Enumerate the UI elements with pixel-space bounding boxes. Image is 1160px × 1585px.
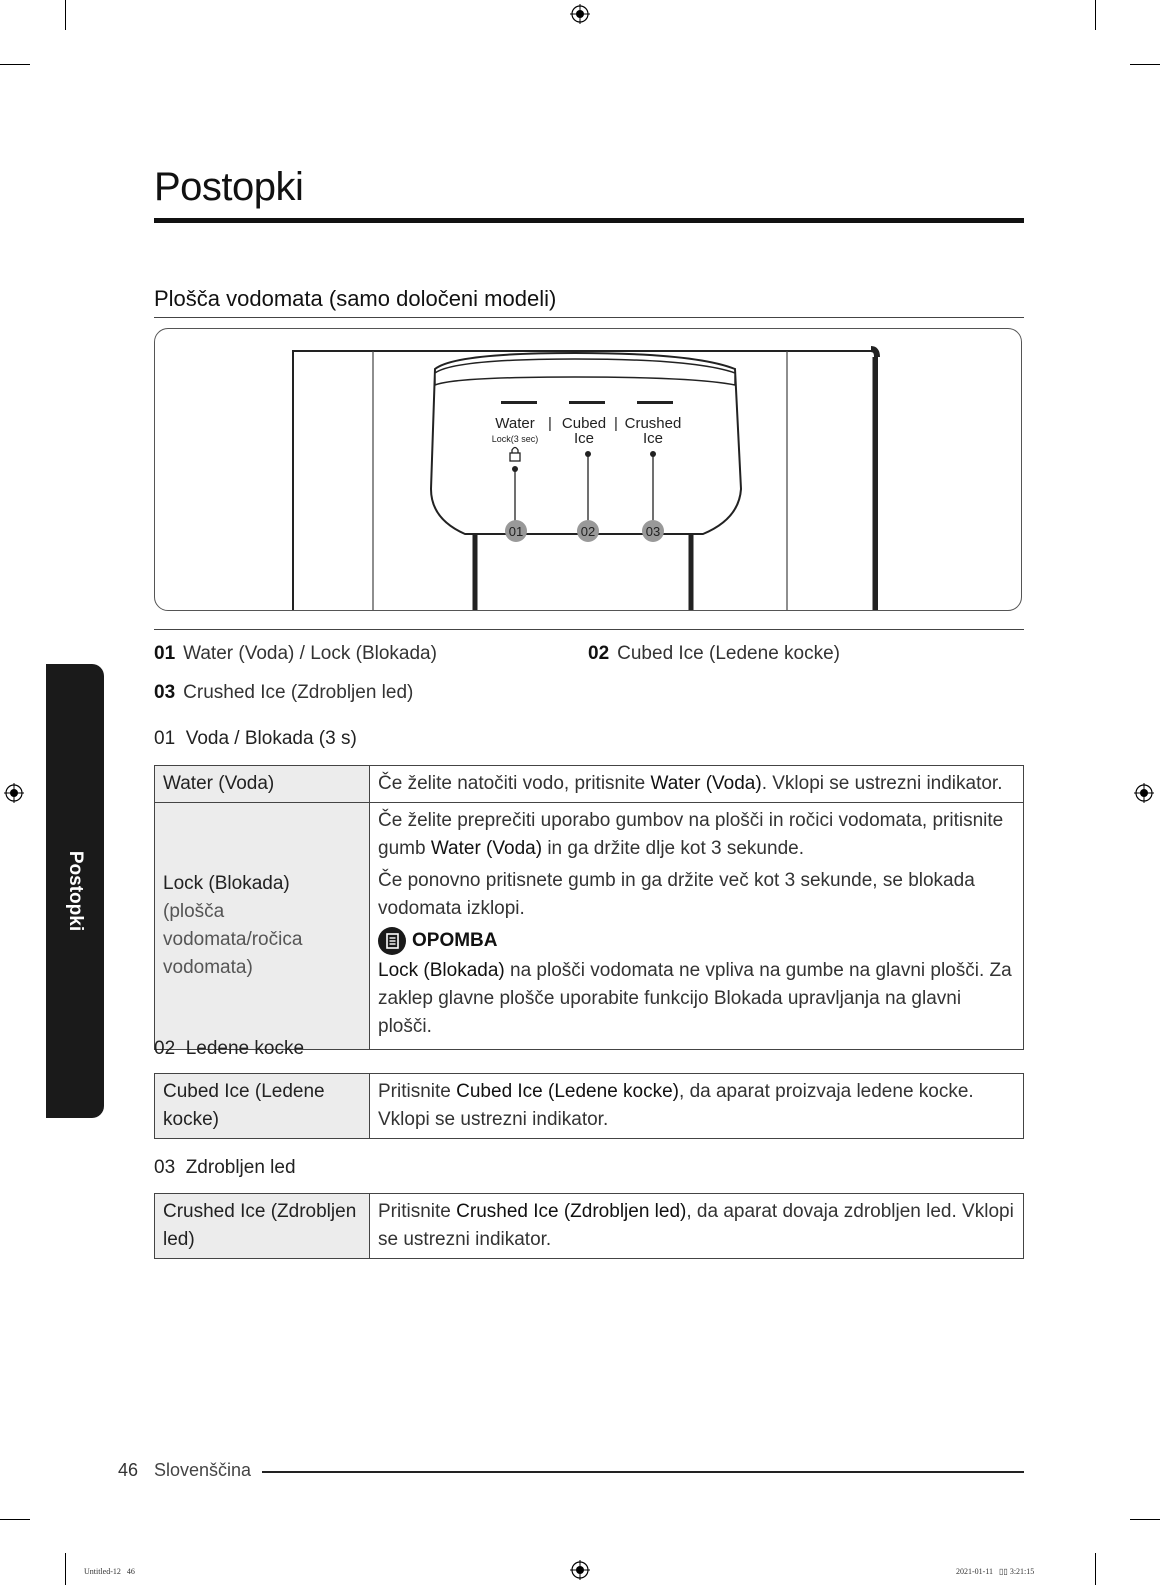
note-icon [378,927,406,955]
cubed-button-sub: Ice [573,430,595,447]
crushed-button-label: Crushed [624,415,682,432]
highlight: Water (Voda) [650,773,762,794]
text: . Vklopi se ustrezni indikator. [761,773,1003,794]
row-label [155,803,370,1050]
lock-label-sub: (plošča vodomata/ročica vodomata) [163,901,303,978]
crushed-ice-table [154,1193,1024,1259]
highlight: Lock (Blokada) [378,960,505,981]
cubed-ice-table [154,1073,1024,1139]
highlight: Crushed Ice (Zdrobljen led) [456,1201,687,1222]
table-row [155,766,1024,803]
text: in ga držite dlje kot 3 sekunde. [542,838,804,859]
section-rule [154,317,1024,318]
legend-text: Crushed Ice (Zdrobljen led) [183,682,414,703]
legend-item [154,682,413,704]
text: , da aparat dovaja zdrobljen led. Vklopi se ustrezni indikator. [378,1201,1014,1250]
subsection-heading: 03 Zdrobljen led [154,1157,296,1178]
registration-mark-icon [4,783,24,803]
legend-num: 01 [154,643,176,664]
registration-mark-icon [1134,783,1154,803]
row-description [370,803,1024,1050]
row-description [370,766,1024,803]
side-tab-label-wrap [46,664,104,1118]
crop-mark [1095,1553,1096,1585]
legend-item [588,643,840,665]
table-row [155,1194,1024,1259]
crop-mark [1130,1519,1160,1520]
crop-mark [1130,64,1160,65]
text: na plošči vodomata ne vpliva na gumbe na glavni plošči. Za zaklep glavne plošče uporabite funkcijo Blokada upravljanja na glavni plošči. [378,960,1012,1037]
row-description [370,1194,1024,1259]
text: Če želite preprečiti uporabo gumbov na plošči in ročici vodomata, pritisnite gumb [378,810,1004,859]
table-row [155,803,1024,1050]
text: Pritisnite [378,1201,457,1222]
registration-mark-icon [570,1560,590,1580]
text: Če želite natočiti vodo, pritisnite [378,773,651,794]
footer-rule [262,1471,1024,1473]
legend-item [154,643,437,665]
legend-num: 03 [154,682,176,703]
crushed-button-sub: Ice [642,430,664,447]
legend-rule [154,629,1024,630]
side-tab-label: Postopki [65,850,87,932]
crop-mark [65,1553,66,1585]
crop-mark [65,0,66,30]
note-text [378,957,1015,1041]
paragraph: Če ponovno pritisnete gumb in ga držite več kot 3 sekunde, se blokada vodomata izklopi. [378,870,975,919]
highlight: Water (Voda) [430,838,543,859]
text: Pritisnite [378,1081,457,1102]
subsection-heading: 02 Ledene kocke [154,1038,305,1059]
print-info-right: 2021-01-11 ▯▯ 3:21:15 [956,1567,1035,1576]
water-button-sub: Lock(3 sec) [491,434,539,444]
highlight: Cubed Ice (Ledene kocke) [456,1081,680,1102]
note-label: OPOMBA [412,930,498,951]
dispenser-panel-figure [154,328,1022,611]
cubed-button-label: Cubed [561,415,607,432]
footer-language: Slovenščina [154,1460,252,1480]
crop-mark [0,64,30,65]
separator: | [548,415,552,432]
row-description [370,1074,1024,1139]
separator: | [614,415,618,432]
title-rule [154,218,1024,223]
lock-label: Lock (Blokada) [163,873,290,894]
crop-mark [1095,0,1096,30]
section-title: Plošča vodomata (samo določeni modeli) [154,286,557,311]
row-label: Cubed Ice (Ledene kocke) [155,1074,370,1139]
registration-mark-icon [570,4,590,24]
callout-01: 01 [508,524,524,539]
subsection-heading: 01 Voda / Blokada (3 s) [154,728,357,749]
print-info-left: Untitled-12 46 [84,1567,135,1576]
page-title: Postopki [154,165,304,209]
crop-mark [0,1519,30,1520]
legend-text: Water (Voda) / Lock (Blokada) [183,643,437,664]
note-header [378,927,1015,955]
row-label: Water (Voda) [155,766,370,803]
table-row [155,1074,1024,1139]
paragraph [378,807,1015,863]
water-lock-table [154,765,1024,1050]
callout-03: 03 [645,524,661,539]
dispenser-panel-illustration [155,329,1022,611]
water-button-label: Water [495,415,535,432]
legend-text: Cubed Ice (Ledene kocke) [617,643,841,664]
text: , da aparat proizvaja ledene kocke. Vklopi se ustrezni indikator. [378,1081,974,1130]
legend-num: 02 [588,643,610,664]
page-number: 46 [118,1460,139,1480]
callout-02: 02 [580,524,596,539]
row-label: Crushed Ice (Zdrobljen led) [155,1194,370,1259]
